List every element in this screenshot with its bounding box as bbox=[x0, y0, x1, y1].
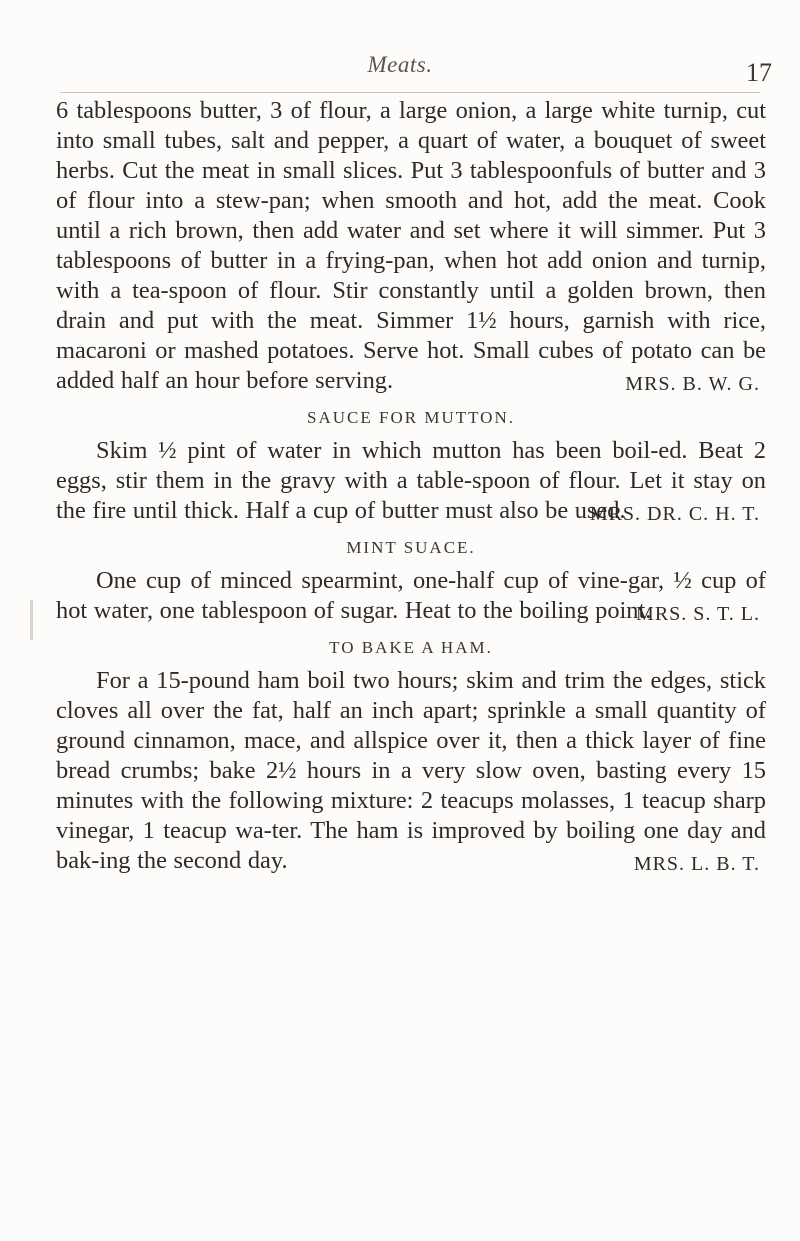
recipe-signature: MRS. DR. C. H. T. bbox=[589, 503, 760, 525]
page-body bbox=[56, 96, 766, 882]
recipe-title: MINT SUACE. bbox=[346, 538, 476, 557]
recipe-text: 6 tablespoons butter, 3 of flour, a large onion, a large white turnip, cut into small tubes, salt and pepper, a quart of water, a bouquet of sweet herbs. Cut the meat in small slices. Put 3 tablespoonfuls of butter and 3 of flour into a stew-pan; when smooth and hot, add the meat. Cook until a rich brown, then add water and set where it will simmer. Put 3 tablespoons of butter in a frying-pan, when hot add onion and turnip, with a tea-spoon of flour. Stir constantly until a golden brown, then drain and put with the meat. Simmer 1½ hours, garnish with rice, macaroni or mashed potatoes. Serve hot. Small cubes of potato can be added half an hour before serving. bbox=[56, 97, 766, 394]
recipe-text: Skim ½ pint of water in which mutton has been boil-ed. Beat 2 eggs, stir them in the gravy with a table-spoon of flour. Let it stay on the fire until thick. Half a cup of butter must also be used. bbox=[56, 437, 766, 524]
header-rule bbox=[60, 92, 760, 93]
recipe-signature: MRS. B. W. G. bbox=[625, 373, 760, 395]
recipe-signature: MRS. S. T. L. bbox=[636, 603, 760, 625]
recipe-signature: MRS. L. B. T. bbox=[633, 853, 760, 875]
page-number: 17 bbox=[746, 58, 772, 87]
recipe-title: SAUCE FOR MUTTON. bbox=[307, 408, 515, 427]
running-head: Meats. bbox=[367, 52, 433, 77]
margin-smudge bbox=[30, 600, 33, 640]
recipe-text: One cup of minced spearmint, one-half cup of vine-gar, ½ cup of hot water, one tablespoon of sugar. Heat to the boiling point. bbox=[56, 567, 766, 624]
recipe-text: For a 15-pound ham boil two hours; skim and trim the edges, stick cloves all over the fat, half an inch apart; sprinkle a small quantity of ground cinnamon, mace, and allspice over it, then a thick layer of fine bread crumbs; bake 2½ hours in a very slow oven, basting every 15 minutes with the following mixture: 2 teacups molasses, 1 teacup sharp vinegar, 1 teacup wa-ter. The ham is improved by boiling one day and bak-ing the second day. bbox=[56, 667, 766, 874]
recipe-title: TO BAKE A HAM. bbox=[329, 638, 493, 657]
